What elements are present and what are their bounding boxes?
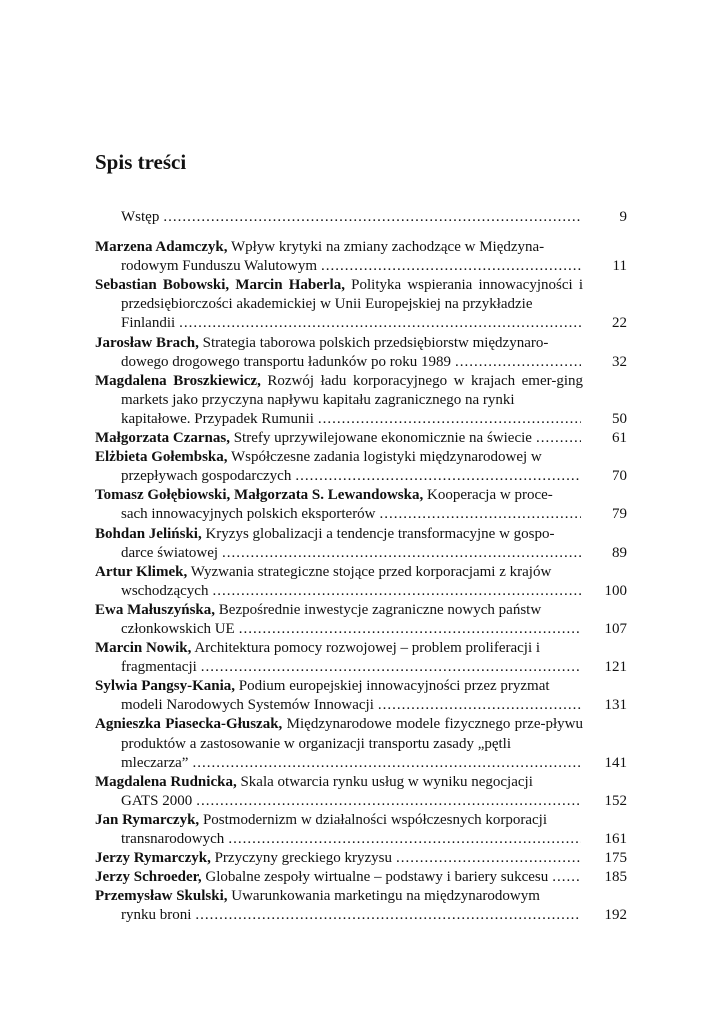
toc-entry (95, 677, 627, 715)
toc-page-number: 61 (612, 430, 627, 447)
toc-entry-title-continued: przepływach gospodarczych (121, 468, 292, 485)
toc-entry-title: Architektura pomocy rozwojowej – problem proliferacji i (194, 640, 541, 657)
toc-entry-title-continued: modeli Narodowych Systemów Innowacji (121, 697, 374, 714)
toc-entry-author: Jan Rymarczyk, (95, 811, 200, 828)
toc-entry-author: Tomasz Gołębiowski, Małgorzata S. Lewandowska, (95, 487, 424, 504)
dot-leader (455, 353, 581, 372)
toc-page-number: 22 (612, 315, 627, 332)
toc-entry (95, 486, 627, 524)
toc-page-number: 131 (604, 697, 627, 714)
toc-entry-head (95, 677, 583, 696)
toc-page-number: 185 (604, 869, 627, 886)
dot-leader (536, 429, 581, 448)
toc-entry-title: Globalne zespoły wirtualne – podstawy i bariery sukcesu (205, 869, 549, 886)
dot-leader (201, 658, 581, 677)
toc-entry (95, 525, 627, 563)
toc-entry-title-continued: dowego drogowego transportu ładunków po roku 1989 (121, 353, 451, 370)
toc-entry-head (95, 334, 583, 353)
toc-entry-author: Elżbieta Gołembska, (95, 449, 228, 466)
toc-entry-title: Podium europejskiej innowacyjności przez pryzmat (238, 678, 550, 695)
toc-entry-head (95, 715, 583, 753)
toc-entry-head (95, 773, 583, 792)
toc-entry (95, 811, 627, 849)
toc-entry (95, 372, 627, 429)
toc-entry-title-continued: darce światowej (121, 544, 219, 561)
toc-entry-line (121, 658, 583, 677)
toc-entry (95, 276, 627, 333)
dot-leader (222, 544, 581, 563)
toc-entry-title: Wpływ krytyki na zmiany zachodzące w Międzyna- (230, 239, 545, 256)
page-title: Spis treści (95, 150, 187, 174)
dot-leader (321, 257, 581, 276)
toc-entry-line (121, 505, 583, 524)
toc-entry-author: Przemysław Skulski, (95, 888, 228, 905)
toc-entry-line (95, 429, 583, 448)
toc-entry-author: Magdalena Broszkiewicz, (95, 372, 261, 389)
toc-page-number: 70 (612, 468, 627, 485)
toc-entry-head (95, 563, 583, 582)
toc-entry-head (95, 429, 532, 448)
toc-entry-title: Skala otwarcia rynku usług w wyniku negocjacji (240, 773, 533, 790)
toc-entry-title: Rozwój ładu korporacyjnego w krajach emer-ging markets jako przyczyna napływu kapitału zagranicznego na rynki (121, 372, 583, 408)
toc-entry-head (95, 448, 583, 467)
toc-entry-head (95, 486, 583, 505)
toc-entry-line (121, 754, 583, 773)
toc-entry-head (95, 238, 583, 257)
dot-leader (318, 410, 581, 429)
toc-entry-title-continued: członkowskich UE (121, 620, 235, 637)
toc-entry-title: Postmodernizm w działalności współczesnych korporacji (202, 811, 548, 828)
toc-entry-line (121, 696, 583, 715)
toc-page-number: 152 (604, 792, 627, 809)
toc-entry-title-continued: mleczarza” (121, 754, 189, 771)
toc-page-number: 79 (612, 506, 627, 523)
toc-entry-line (95, 849, 583, 868)
toc-entry-title: Współczesne zadania logistyki międzynarodowej w (231, 449, 542, 466)
toc-entry (95, 773, 627, 811)
toc-page-number: 161 (604, 831, 627, 847)
toc-page-number: 9 (619, 209, 627, 225)
toc-entries (95, 238, 627, 925)
toc-entry-line (121, 792, 583, 811)
toc-entry-line (121, 353, 583, 372)
toc-entry-title-continued: Finlandii (121, 315, 176, 332)
toc-entry-author: Bohdan Jeliński, (95, 525, 202, 542)
toc-entry-line (121, 208, 583, 227)
toc-entry-title-continued: kapitałowe. Przypadek Rumunii (121, 410, 314, 427)
toc-entry (95, 601, 627, 639)
toc-entry-title: Wyzwania strategiczne stojące przed korporacjami z krajów (190, 563, 552, 580)
toc-page-number: 107 (604, 620, 627, 637)
toc-entry-title: Kooperacja w proce- (426, 487, 553, 504)
dot-leader (295, 467, 581, 486)
toc-entry-author: Marcin Nowik, (95, 640, 192, 657)
toc-entry-head (95, 601, 583, 620)
toc-entry-author: Artur Klimek, (95, 563, 188, 580)
dot-leader (378, 696, 581, 715)
toc-entry-title-continued: rynku broni (121, 907, 192, 924)
toc-entry-author: Sebastian Bobowski, Marcin Haberla, (95, 277, 345, 294)
toc-entry-intro (95, 208, 627, 227)
toc-entry-line (95, 868, 583, 887)
toc-entry-line (121, 314, 583, 333)
toc-entry-author: Agnieszka Piasecka-Głuszak, (95, 716, 283, 733)
toc-entry-author: Małgorzata Czarnas, (95, 430, 230, 447)
dot-leader (163, 208, 581, 227)
toc-entry (95, 238, 627, 276)
toc-entry-title: Polityka wspierania innowacyjności i przedsiębiorczości akademickiej w Unii Europejskiej na przykładzie (121, 277, 583, 313)
toc-entry-title-continued: rodowym Funduszu Walutowym (121, 258, 318, 275)
toc-entry-line (121, 257, 583, 276)
toc-entry-title: Międzynarodowe modele fizycznego prze-pływu produktów a zastosowanie w organizacji transportu zasady „pętli (121, 716, 583, 752)
toc-entry-head (95, 372, 583, 410)
toc-entry (95, 448, 627, 486)
toc-entry-head (95, 276, 583, 314)
toc-entry-author: Marzena Adamczyk, (95, 239, 228, 256)
toc-entry (95, 639, 627, 677)
toc-entry (95, 887, 627, 925)
toc-entry-head (95, 868, 548, 887)
toc-entry (95, 563, 627, 601)
toc-entry-line (121, 467, 583, 486)
toc-entry-line (121, 906, 583, 925)
toc-page-number: 50 (612, 410, 627, 427)
dot-leader (195, 906, 581, 925)
toc-page-number: 175 (604, 850, 627, 867)
dot-leader (228, 830, 581, 849)
toc-entry (95, 715, 627, 772)
toc-entry-head (95, 639, 583, 658)
toc-entry-head (95, 849, 392, 868)
toc-entry-author: Magdalena Rudnicka, (95, 773, 237, 790)
toc-entry-author: Jerzy Schroeder, (95, 869, 202, 886)
dot-leader (552, 868, 581, 887)
toc-entry-title: Wstęp (121, 209, 160, 225)
toc-entry-author: Jerzy Rymarczyk, (95, 850, 211, 867)
dot-leader (212, 582, 581, 601)
dot-leader (179, 314, 581, 333)
table-of-contents (95, 208, 627, 925)
toc-entry-author: Sylwia Pangsy-Kania, (95, 678, 236, 695)
toc-entry-author: Jarosław Brach, (95, 334, 199, 351)
dot-leader (396, 849, 581, 868)
toc-entry-line (121, 582, 583, 601)
toc-page-number: 89 (612, 544, 627, 561)
toc-entry-line (121, 620, 583, 639)
toc-entry-head (95, 525, 583, 544)
toc-entry-author: Ewa Małuszyńska, (95, 601, 216, 618)
toc-entry-line (121, 830, 583, 849)
toc-entry-title: Uwarunkowania marketingu na międzynarodowym (231, 888, 540, 905)
toc-entry-line (121, 410, 583, 429)
toc-entry-title-continued: fragmentacji (121, 659, 197, 676)
toc-entry-title-continued: sach innowacyjnych polskich eksporterów (121, 506, 376, 523)
toc-entry (95, 849, 627, 868)
dot-leader (192, 754, 581, 773)
dot-leader (380, 505, 581, 524)
toc-page-number: 32 (612, 353, 627, 370)
toc-entry (95, 429, 627, 448)
dot-leader (239, 620, 581, 639)
toc-page-number: 141 (604, 754, 627, 771)
toc-entry-title: Bezpośrednie inwestycje zagraniczne nowych państw (218, 601, 542, 618)
toc-entry-title: Przyczyny greckiego kryzysu (214, 850, 393, 867)
toc-entry-title: Strefy uprzywilejowane ekonomicznie na świecie (233, 430, 532, 447)
toc-entry-title-continued: wschodzących (121, 582, 209, 599)
toc-entry (95, 334, 627, 372)
toc-entry-title-continued: transnarodowych (121, 831, 225, 847)
toc-page-number: 11 (612, 258, 627, 275)
toc-page-number: 100 (604, 582, 627, 599)
toc-entry-head (95, 811, 583, 830)
toc-entry-title-continued: GATS 2000 (121, 792, 193, 809)
toc-entry-head (95, 887, 583, 906)
toc-entry (95, 868, 627, 887)
toc-entry-title: Strategia taborowa polskich przedsiębiorstw międzynaro- (202, 334, 549, 351)
toc-entry-title: Kryzys globalizacji a tendencje transformacyjne w gospo- (205, 525, 555, 542)
dot-leader (196, 792, 581, 811)
toc-page-number: 192 (604, 907, 627, 924)
toc-entry-line (121, 544, 583, 563)
toc-page-number: 121 (604, 659, 627, 676)
